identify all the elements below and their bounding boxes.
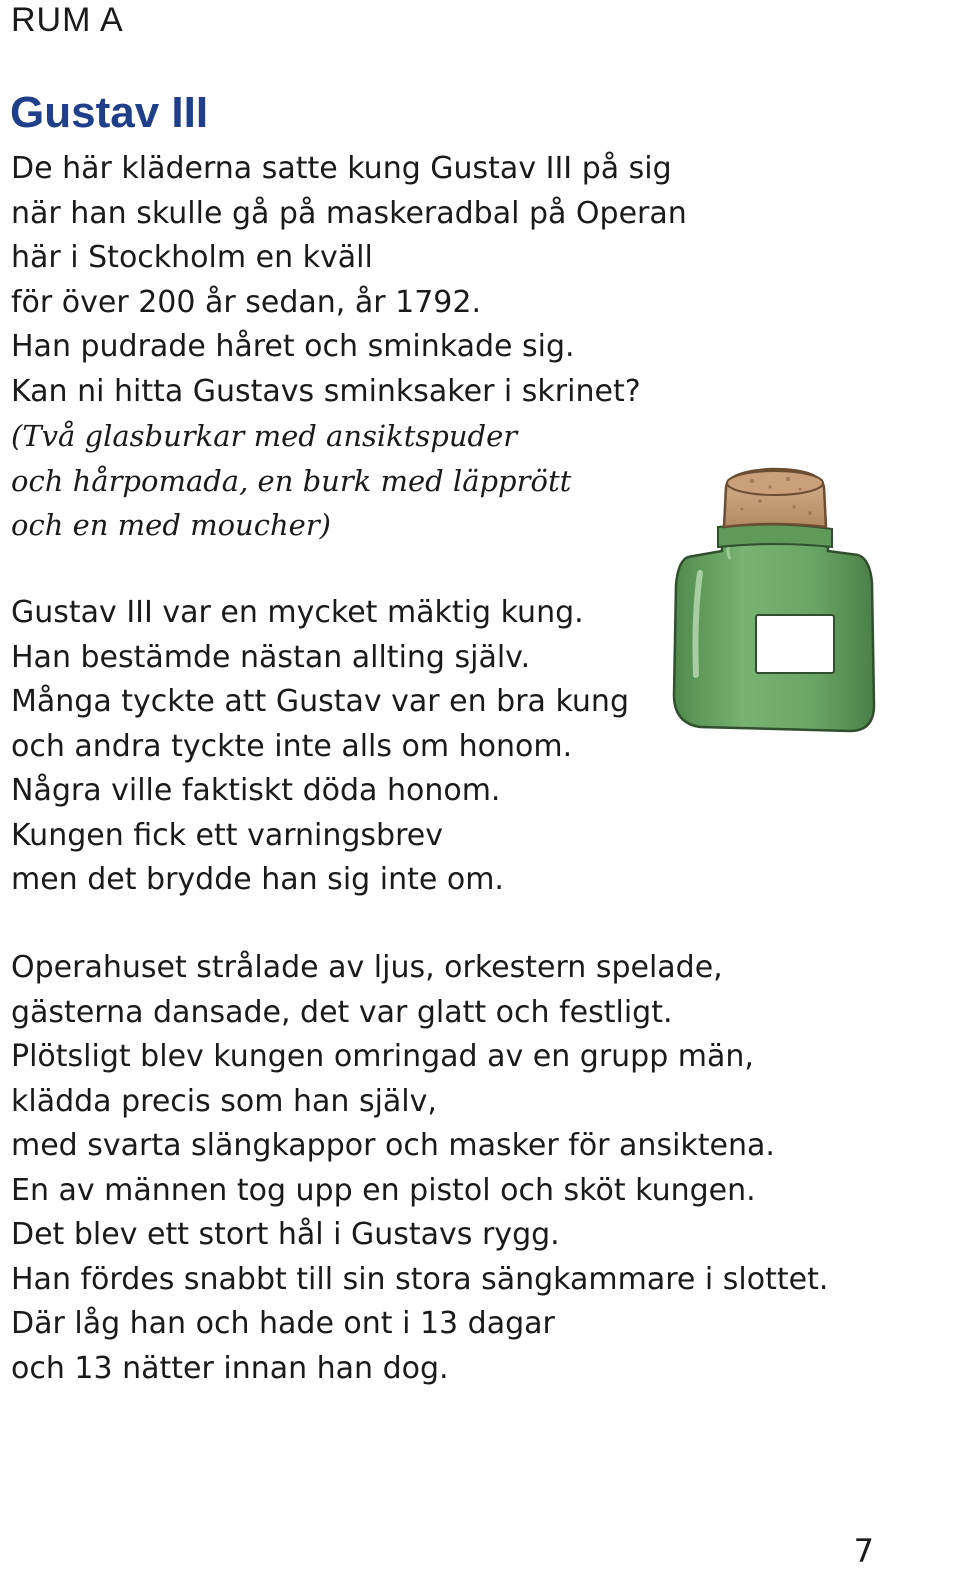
text-line: Där låg han och hade ont i 13 dagar [11,1306,555,1341]
opera-paragraph [11,946,828,1391]
intro-paragraph [11,147,687,414]
text-line: när han skulle gå på maskeradbal på Operan [11,195,687,231]
text-line: De här kläderna satte kung Gustav III på sig [11,151,672,186]
italic-note-paragraph [11,414,571,548]
text-line: (Två glasburkar med ansiktspuder [11,419,518,453]
glass-jar-icon [660,465,890,745]
text-line: med svarta slängkappor och masker för ansiktena. [11,1128,775,1163]
text-line: Plötsligt blev kungen omringad av en grupp män, [11,1039,754,1074]
page-number: 7 [853,1532,874,1570]
text-line: och andra tyckte inte alls om honom. [11,728,573,764]
text-line: Operahuset strålade av ljus, orkestern spelade, [11,950,723,985]
text-line: och en med moucher) [11,508,331,542]
text-line: och 13 nätter innan han dog. [11,1350,449,1386]
text-line: Många tyckte att Gustav var en bra kung [11,684,629,719]
text-line: Några ville faktiskt döda honom. [11,773,501,808]
text-line: men det brydde han sig inte om. [11,862,504,897]
text-line: En av männen tog upp en pistol och sköt kungen. [11,1172,756,1208]
text-line: Han bestämde nästan allting själv. [11,639,531,675]
text-line: Kungen fick ett varningsbrev [11,817,443,853]
text-line: för över 200 år sedan, år 1792. [11,284,482,320]
room-label: RUM A [11,1,124,39]
text-line: Kan ni hitta Gustavs sminksaker i skrinet? [11,373,641,409]
text-line: Han fördes snabbt till sin stora sängkammare i slottet. [11,1261,829,1297]
text-line: här i Stockholm en kväll [11,240,373,275]
king-paragraph [11,591,629,903]
text-line: klädda precis som han själv, [11,1083,437,1119]
page-title: Gustav III [10,88,209,137]
jar-label [756,615,834,673]
text-line: Han pudrade håret och sminkade sig. [11,329,575,364]
text-line: Det blev ett stort hål i Gustavs rygg. [11,1217,560,1252]
text-line: och hårpomada, en burk med läpprött [11,463,572,498]
text-line: Gustav III var en mycket mäktig kung. [11,595,584,630]
text-line: gästerna dansade, det var glatt och festligt. [11,994,673,1030]
